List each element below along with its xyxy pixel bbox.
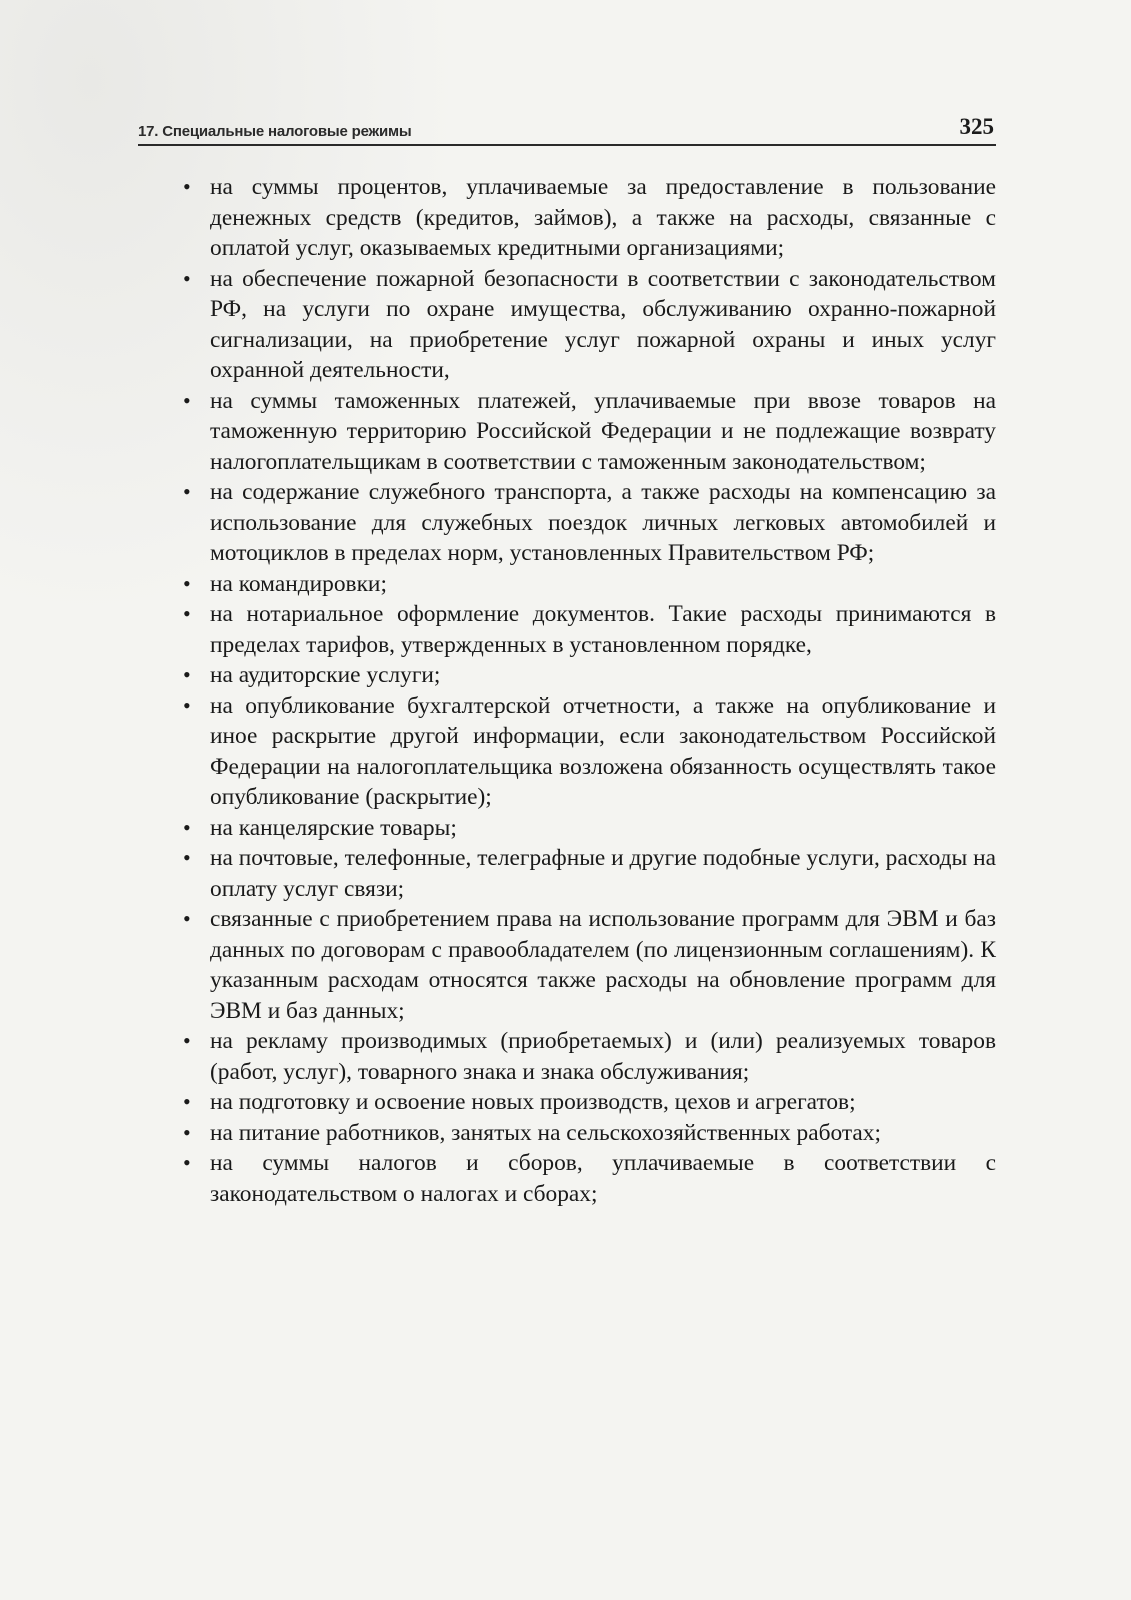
list-item [183,904,996,1026]
bullet-icon: • [183,845,191,870]
bullet-icon: • [183,479,191,504]
bullet-icon: • [183,387,191,413]
list-item-text: на суммы процентов, уплачиваемые за предоставление в пользование денежных средств (кредитов, займов), а также на расходы, связанные с оплатой услуг, оказываемых кредитными организациями; [210,174,996,261]
running-head [138,112,996,146]
list-item-text: на суммы налогов и сборов, уплачиваемые в соответствии с законодательством о налогах и сборах; [210,1150,996,1207]
list-item-text: на почтовые, телефонные, телеграфные и другие подобные услуги, расходы на оплату услуг связи; [210,845,996,902]
list-item-text: на обеспечение пожарной безопасности в соответствии с законодательством РФ, на услуги по охране имущества, обслуживанию охранно-пожарной сигнализации, на приобретение услуг пожарной охраны и иных услуг охранной деятельности, [210,265,996,383]
list-item-text: на канцелярские товары; [210,814,457,841]
list-item [183,691,996,813]
list-item-text: на питание работников, занятых на сельскохозяйственных работах; [210,1119,882,1146]
bullet-icon: • [183,174,191,199]
bullet-icon: • [183,692,191,718]
bullet-icon: • [183,601,191,626]
expense-list [183,172,996,1209]
list-item [183,569,996,600]
list-item [183,386,996,478]
bullet-icon: • [183,814,191,840]
bullet-icon: • [183,570,191,596]
list-item [183,813,996,844]
list-item [183,1118,996,1149]
list-item-text: на нотариальное оформление документов. Такие расходы принимаются в пределах тарифов, утвержденных в установленном порядке, [210,601,996,658]
list-item-text: на опубликование бухгалтерской отчетности, а также на опубликование и иное раскрытие другой информации, если законодательством Российской Федерации на налогоплательщика возложена обязанность осуществлять такое опубликование (раскрытие); [210,692,996,810]
list-item [183,1087,996,1118]
list-item [183,1148,996,1209]
list-item-text: связанные с приобретением права на использование программ для ЭВМ и баз данных по договорам с правообладателем (по лицензионным соглашениям). К указанным расходам относятся также расходы на обновление программ для ЭВМ и баз данных; [210,906,996,1024]
page-number: 325 [959,114,994,139]
list-item [183,172,996,264]
list-item-text: на подготовку и освоение новых производств, цехов и агрегатов; [210,1089,856,1115]
chapter-title: 17. Специальные налоговые режимы [138,123,412,140]
bullet-icon: • [183,1089,191,1114]
list-item [183,1026,996,1087]
list-item-text: на аудиторские услуги; [210,662,441,688]
bullet-icon: • [183,265,191,291]
bullet-icon: • [183,906,191,931]
bullet-icon: • [183,1119,191,1145]
list-item-text: на командировки; [210,570,387,597]
list-item-text: на рекламу производимых (приобретаемых) и (или) реализуемых товаров (работ, услуг), товарного знака и знака обслуживания; [210,1028,996,1085]
list-item [183,599,996,660]
bullet-icon: • [183,1028,191,1053]
list-item [183,660,996,691]
list-item [183,843,996,904]
list-item-text: на суммы таможенных платежей, уплачиваемые при ввозе товаров на таможенную территорию Российской Федерации и не подлежащие возврату налогоплательщикам в соответствии с таможенным законодательством; [210,387,996,475]
list-item-text: на содержание служебного транспорта, а также расходы на компенсацию за использование для служебных поездок личных легковых автомобилей и мотоциклов в пределах норм, установленных Правительством РФ; [210,479,996,566]
bullet-icon: • [183,662,191,687]
bullet-icon: • [183,1150,191,1175]
list-item [183,477,996,569]
list-item [183,264,996,386]
